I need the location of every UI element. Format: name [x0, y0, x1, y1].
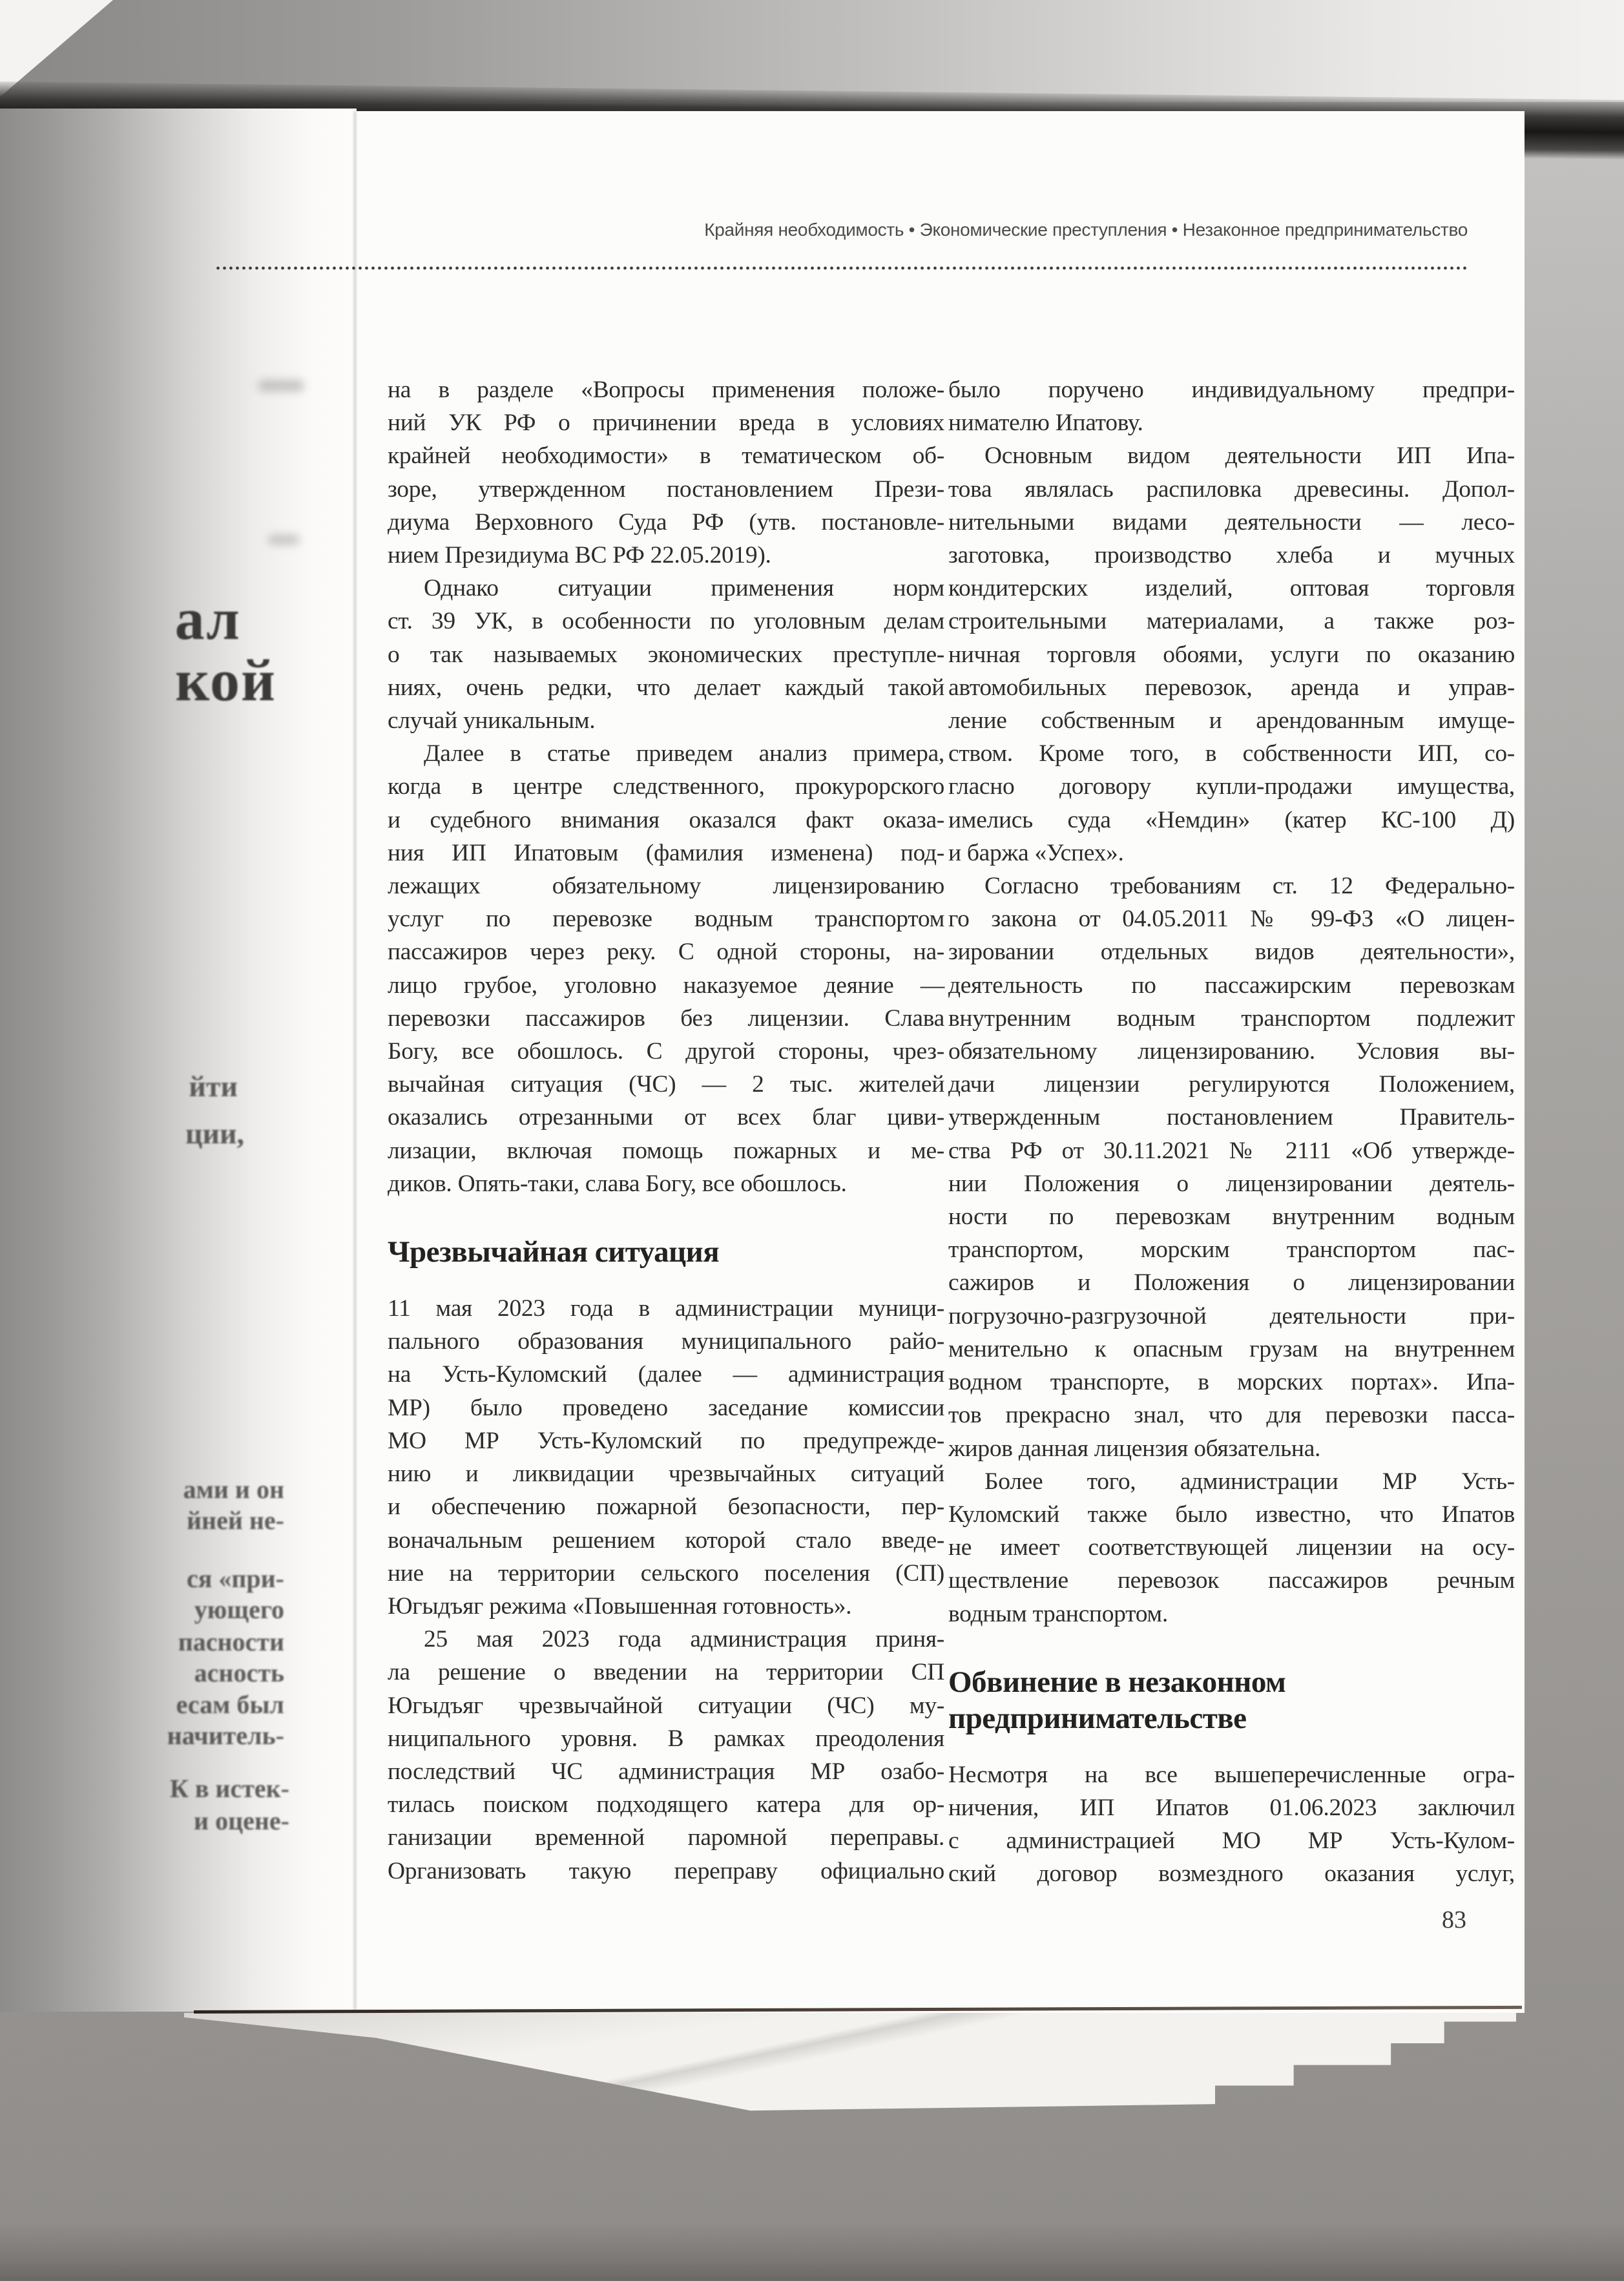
text-line: внутренним водным транспортом подлежит	[948, 1005, 1515, 1032]
previous-page-text-fragment: ами и он	[183, 1475, 284, 1504]
text-line: Основным видом деятельности ИП Ипа-	[984, 443, 1515, 470]
right-column	[948, 373, 1515, 1891]
paragraph	[948, 1465, 1515, 1630]
text-line: Куломский также было известно, что Ипатов	[948, 1501, 1515, 1528]
previous-page-text-fragment: есам был	[176, 1690, 284, 1719]
text-line: Более того, администрации МР Усть-	[984, 1468, 1515, 1495]
text-line: погрузочно-разгрузочной деятельности при-	[948, 1302, 1515, 1329]
text-line: водном транспорте, в морских портах». Ипа-	[948, 1369, 1515, 1396]
previous-page-text-fragment: ции,	[185, 1117, 244, 1150]
dotted-rule	[216, 266, 1467, 270]
text-line: зоре, утвержденном постановлением Прези-	[388, 475, 944, 503]
text-line: вычайная ситуация (ЧС) — 2 тыс. жителей	[388, 1071, 944, 1098]
text-line: Богу, все обошлось. С другой стороны, чрез-	[388, 1038, 944, 1065]
text-line: 25 мая 2023 года администрация приня-	[424, 1626, 944, 1653]
paragraph	[948, 439, 1515, 870]
text-line: услуг по перевозке водным транспортом	[388, 906, 944, 933]
previous-page-text-fragment: йней не-	[186, 1506, 284, 1535]
text-line: дачи лицензии регулируются Положением,	[948, 1071, 1515, 1098]
previous-page-text-fragment: йти	[189, 1070, 238, 1103]
text-line: и судебного внимания оказался факт оказа-	[388, 806, 944, 833]
text-line: транспортом, морским транспортом пас-	[948, 1236, 1515, 1264]
text-line: Организовать такую переправу официально	[388, 1857, 944, 1884]
text-line: и баржа «Успех».	[948, 839, 1124, 866]
text-line: нимателю Ипатову.	[948, 410, 1143, 437]
text-line: последствий ЧС администрация МР озабо-	[388, 1758, 944, 1785]
previous-page-text-fragment: ся «при-	[186, 1564, 284, 1593]
text-line: было поручено индивидуальному предпри-	[948, 377, 1515, 403]
text-line: ла решение о введении на территории СП	[388, 1659, 944, 1686]
text-line: пассажиров через реку. С одной стороны, на-	[388, 939, 944, 966]
text-line: водным транспортом.	[948, 1600, 1168, 1627]
text-line: диков. Опять-таки, слава Богу, все обошлось.	[388, 1170, 847, 1197]
text-line: сажиров и Положения о лицензировании	[948, 1269, 1515, 1297]
text-line: нии Положения о лицензировании деятель-	[948, 1170, 1515, 1197]
text-line: ществление перевозок пассажиров речным	[948, 1567, 1515, 1594]
text-line: жиров данная лицензия обязательна.	[948, 1435, 1321, 1462]
text-line: крайней необходимости» в тематическом об-	[388, 443, 944, 470]
text-line: ния ИП Ипатовым (фамилия изменена) под-	[388, 839, 944, 866]
text-line: нием Президиума ВС РФ 22.05.2019).	[388, 542, 771, 569]
text-line: МР) было проведено заседание комиссии	[388, 1394, 944, 1421]
text-line: това являлась распиловка древесины. Допол-	[948, 475, 1515, 503]
text-line: о так называемых экономических преступле-	[388, 641, 944, 668]
text-line: ничения, ИП Ипатов 01.06.2023 заключил	[948, 1794, 1515, 1821]
previous-page-text-fragment: пасности	[178, 1627, 284, 1656]
text-line: ниципального уровня. В рамках преодоления	[388, 1725, 944, 1752]
previous-page-text-fragment: ал	[174, 586, 241, 652]
text-line: не имеет соответствующей лицензии на осу-	[948, 1534, 1515, 1561]
text-line: воначальным решением которой стало введе-	[388, 1526, 944, 1554]
text-line: Югыдъяг чрезвычайной ситуации (ЧС) му-	[388, 1692, 944, 1719]
text-line: Югыдъяг режима «Повышенная готовность».	[388, 1592, 852, 1620]
paragraph	[948, 373, 1515, 439]
text-line: Далее в статье приведем анализ примера,	[424, 740, 944, 767]
text-line: пального образования муниципального райо-	[388, 1328, 944, 1355]
paragraph	[388, 1292, 944, 1623]
text-line: деятельность по пассажирским перевозкам	[948, 972, 1515, 999]
paragraph	[388, 737, 944, 1200]
text-line: зировании отдельных видов деятельности»,	[948, 939, 1515, 966]
previous-page-text-fragment: К в истек-	[169, 1774, 289, 1803]
text-line: го закона от 04.05.2011 № 99-ФЗ «О лицен-	[948, 906, 1515, 933]
text-line: менительно к опасным грузам на внутреннем	[948, 1335, 1515, 1362]
heading-line: Чрезвычайная ситуация	[388, 1235, 720, 1269]
text-line: тилась поиском подходящего катера для ор-	[388, 1791, 944, 1818]
paragraph	[388, 572, 944, 737]
previous-page-text-fragment: асность	[194, 1658, 284, 1687]
previous-page-text-fragment: начитель-	[167, 1721, 284, 1750]
heading-line: предпринимательстве	[948, 1701, 1247, 1735]
text-line: ст. 39 УК, в особенности по уголовным делам	[388, 608, 944, 635]
text-line: имелись суда «Немдин» (катер КС-100 Д)	[948, 806, 1515, 833]
previous-page-text-fragment: и оцене-	[194, 1806, 289, 1835]
text-line: и обеспечению пожарной безопасности, пер-	[388, 1494, 944, 1521]
heading-line: Обвинение в незаконном	[948, 1665, 1286, 1699]
text-line: Согласно требованиям ст. 12 Федерально-	[984, 873, 1515, 900]
paragraph	[948, 1758, 1515, 1891]
text-line: ниях, очень редки, что делает каждый такой	[388, 674, 944, 701]
text-line: утвержденным постановлением Правитель-	[948, 1104, 1515, 1131]
text-line: гласно договору купли-продажи имущества,	[948, 773, 1515, 800]
text-line: с администрацией МО МР Усть-Кулом-	[948, 1828, 1515, 1855]
text-line: 11 мая 2023 года в администрации муници-	[388, 1295, 944, 1322]
text-line: обязательному лицензированию. Условия вы-	[948, 1038, 1515, 1065]
text-line: строительными материалами, а также роз-	[948, 608, 1515, 635]
text-line: ние на территории сельского поселения (СП)	[388, 1559, 944, 1587]
paragraph	[388, 373, 944, 572]
text-line: Несмотря на все вышеперечисленные огра-	[948, 1761, 1515, 1788]
paragraph	[948, 870, 1515, 1465]
text-line: лизации, включая помощь пожарных и ме-	[388, 1137, 944, 1164]
breadcrumb: Крайняя необходимость • Экономические преступления • Незаконное предпринимательство	[704, 220, 1468, 240]
previous-page-text-fragment: кой	[175, 647, 276, 713]
text-line: ганизации временной паромной переправы.	[388, 1824, 944, 1851]
left-column	[388, 373, 944, 1888]
text-line: заготовка, производство хлеба и мучных	[948, 542, 1515, 569]
page-number: 83	[1442, 1906, 1466, 1933]
text-line: ства РФ от 30.11.2021 № 2111 «Об утвержде-	[948, 1137, 1515, 1164]
text-line: ности по перевозкам внутренним водным	[948, 1203, 1515, 1231]
text-line: нительными видами деятельности — лесо-	[948, 508, 1515, 536]
text-line: Однако ситуации применения норм	[424, 575, 944, 602]
text-line: на в разделе «Вопросы применения положе-	[388, 377, 944, 403]
text-line: ством. Кроме того, в собственности ИП, со-	[948, 740, 1515, 767]
text-line: ление собственным и арендованным имуще-	[948, 707, 1515, 734]
text-line: случай уникальным.	[388, 707, 596, 734]
section-heading	[388, 1234, 944, 1270]
text-line: автомобильных перевозок, аренда и управ-	[948, 674, 1515, 701]
text-line: оказались отрезанными от всех благ циви-	[388, 1104, 944, 1131]
paragraph	[388, 1623, 944, 1888]
text-line: лежащих обязательному лицензированию	[388, 873, 944, 900]
text-line: лицо грубое, уголовно наказуемое деяние —	[388, 972, 944, 999]
text-line: тов прекрасно знал, что для перевозки пасса-	[948, 1402, 1515, 1429]
text-line: МО МР Усть-Куломский по предупрежде-	[388, 1427, 944, 1454]
text-line: перевозки пассажиров без лицензии. Слава	[388, 1005, 944, 1032]
text-line: диума Верховного Суда РФ (утв. постановле-	[388, 508, 944, 536]
previous-page-text-fragment: ующего	[194, 1595, 284, 1624]
text-line: нию и ликвидации чрезвычайных ситуаций	[388, 1461, 944, 1488]
text-line: ничная торговля обоями, услуги по оказанию	[948, 641, 1515, 668]
text-line: на Усть-Куломский (далее — администрация	[388, 1361, 944, 1388]
text-line: ний УК РФ о причинении вреда в условиях	[388, 410, 944, 437]
text-line: кондитерских изделий, оптовая торговля	[948, 575, 1515, 602]
section-heading	[948, 1664, 1515, 1736]
text-line: ский договор возмездного оказания услуг,	[948, 1860, 1515, 1888]
text-line: когда в центре следственного, прокурорского	[388, 773, 944, 800]
